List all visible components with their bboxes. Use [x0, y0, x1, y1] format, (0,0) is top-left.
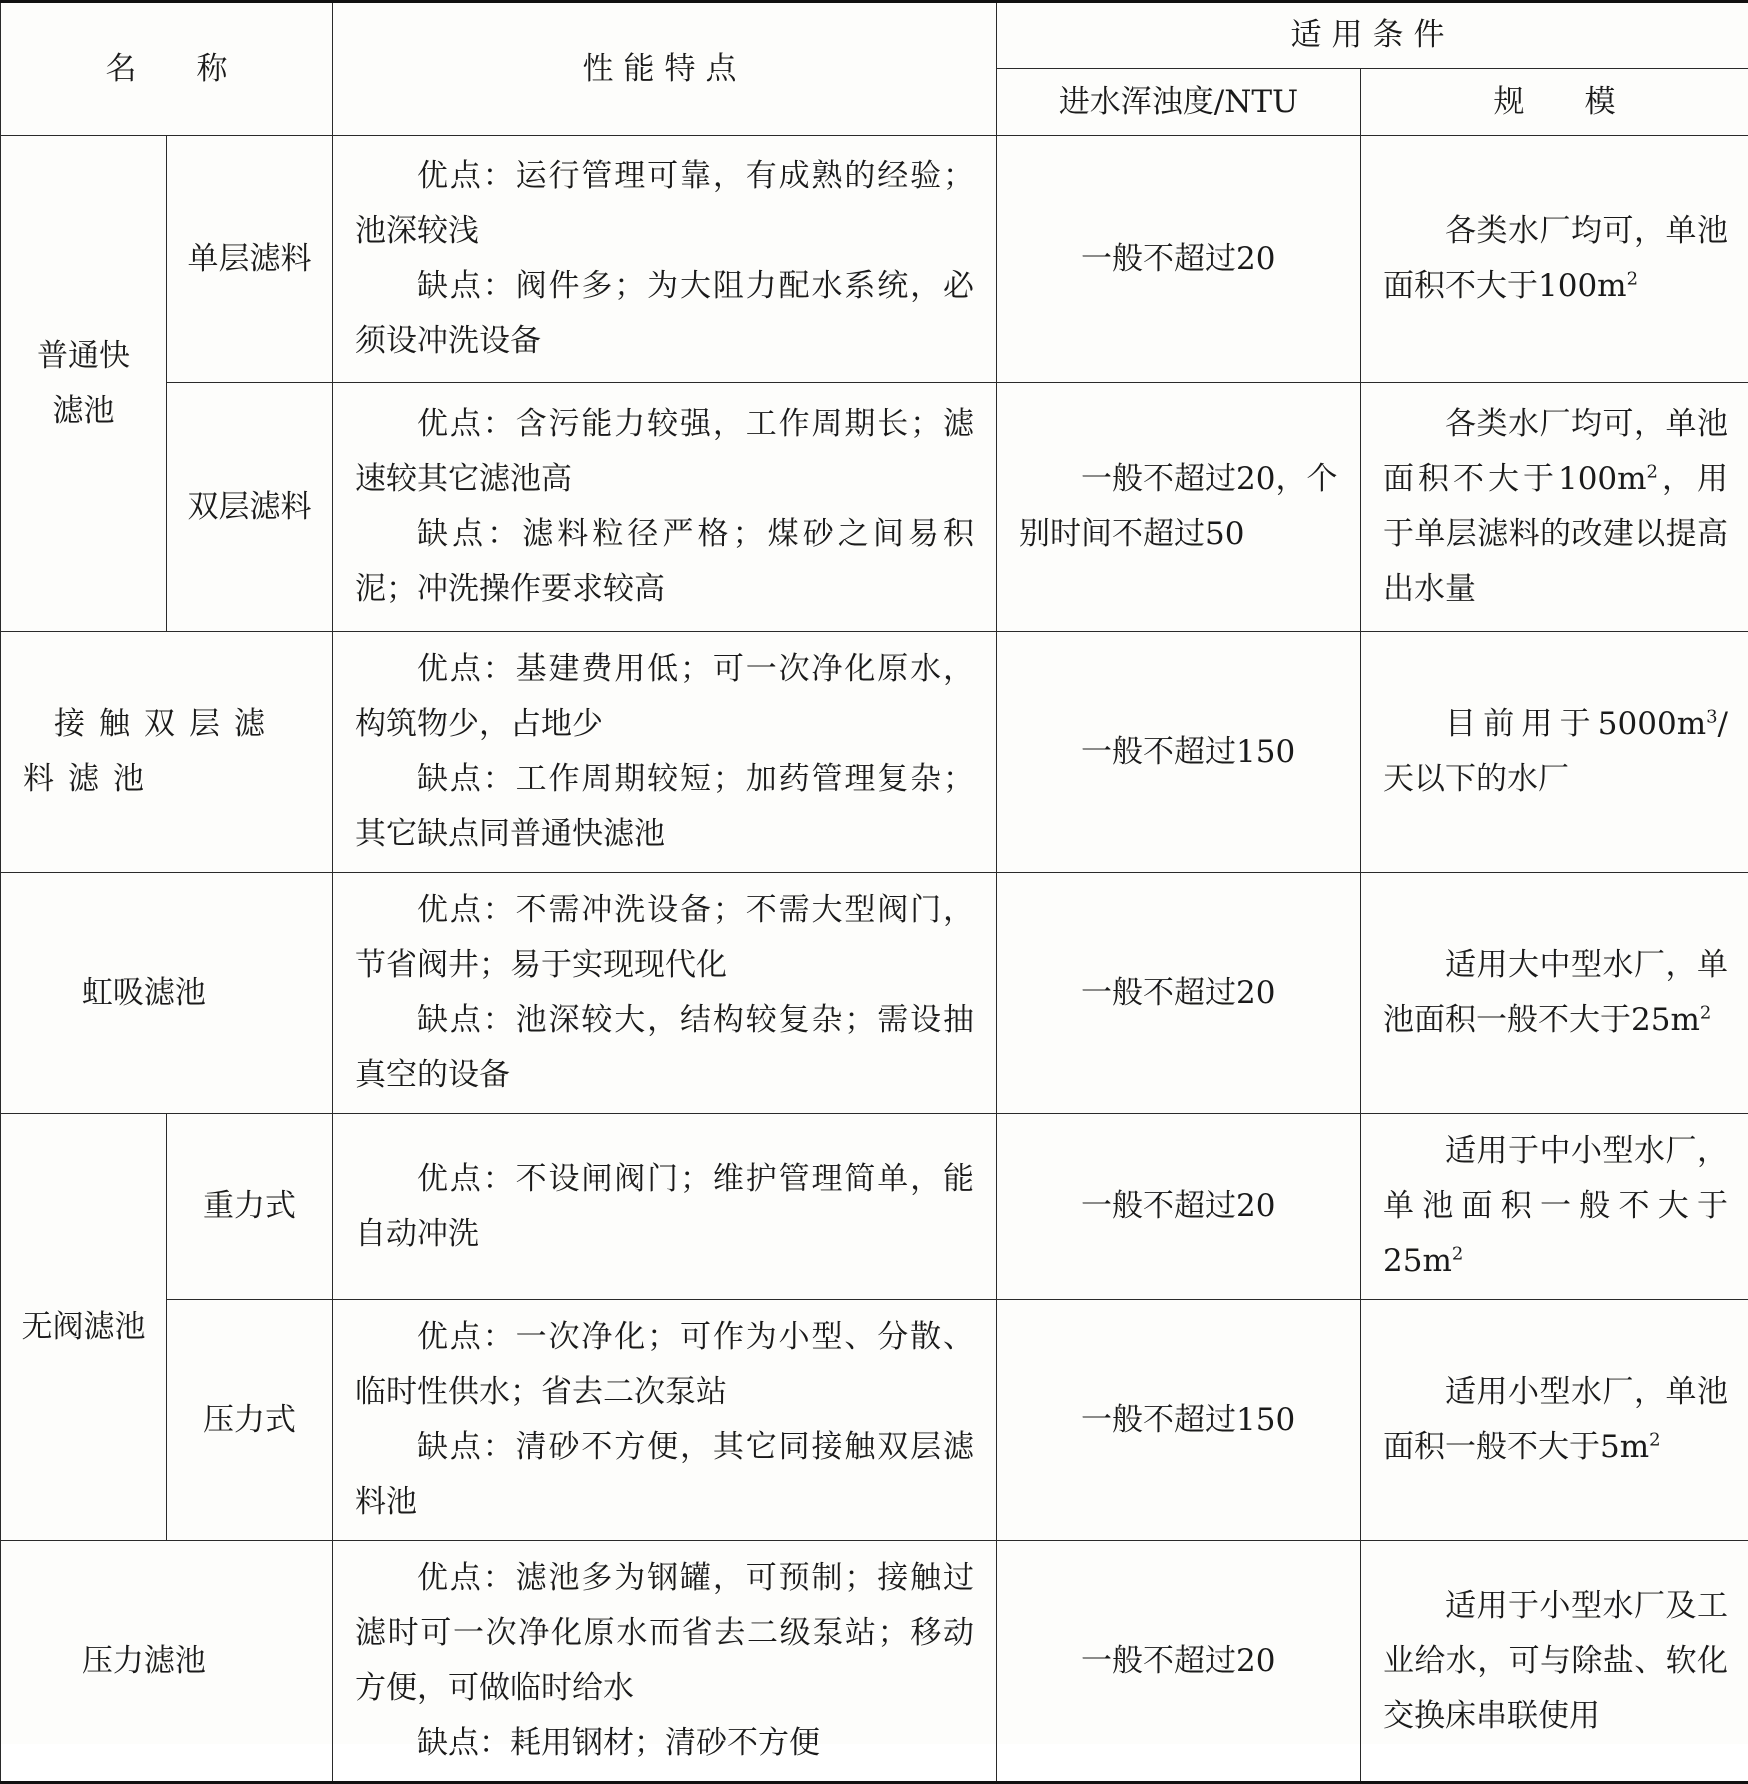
- cons-text: 缺点：阀件多；为大阻力配水系统，必须设冲洗设备: [355, 259, 974, 369]
- table-row: [1, 1541, 1748, 1783]
- header-row-1: [1, 2, 1748, 69]
- cons-text: 缺点：滤料粒径严格；煤砂之间易积泥；冲洗操作要求较高: [355, 507, 974, 617]
- turbidity-cell: 一般不超过150: [997, 632, 1361, 873]
- sub-name-pressure: 压力式: [167, 1300, 333, 1541]
- turbidity-cell: 一般不超过20: [997, 1114, 1361, 1300]
- row-name-pressure-filter: 压力滤池: [1, 1541, 333, 1783]
- pros-text: 优点：含污能力较强，工作周期长；滤速较其它滤池高: [355, 397, 974, 507]
- features-cell: [333, 1541, 997, 1783]
- scale-cell: 各类水厂均可，单池面积不大于$100m^2$: [1361, 136, 1748, 383]
- scale-cell: 各类水厂均可，单池面积不大于$100m^2$，用于单层滤料的改建以提高出水量: [1361, 383, 1748, 632]
- scale-cell: 目前用于$5000m^3/$天以下的水厂: [1361, 632, 1748, 873]
- sub-name-double-layer: 双层滤料: [167, 383, 333, 632]
- sub-name-single-layer: 单层滤料: [167, 136, 333, 383]
- scale-cell: 适用于小型水厂及工业给水，可与除盐、软化交换床串联使用: [1361, 1541, 1748, 1783]
- row-name-rapid-filter: 普通快滤池: [1, 136, 167, 632]
- row-name-valveless-filter: 无阀滤池: [1, 1114, 167, 1541]
- header-conditions: 适用条件: [997, 2, 1748, 69]
- features-cell: [333, 136, 997, 383]
- features-cell: [333, 632, 997, 873]
- cons-text: 缺点：工作周期较短；加药管理复杂；其它缺点同普通快滤池: [355, 752, 974, 862]
- pros-text: 优点：滤池多为钢罐，可预制；接触过滤时可一次净化原水而省去二级泵站；移动方便，可做临时给水: [355, 1551, 974, 1716]
- header-name: 名称: [1, 2, 333, 136]
- pros-text: 优点：运行管理可靠，有成熟的经验；池深较浅: [355, 149, 974, 259]
- turbidity-cell: 一般不超过20: [997, 136, 1361, 383]
- features-cell: [333, 1114, 997, 1300]
- table-row: [1, 383, 1748, 632]
- header-features: 性能特点: [333, 2, 997, 136]
- scale-cell: 适用大中型水厂，单池面积一般不大于$25m^2$: [1361, 873, 1748, 1114]
- table-row: [1, 873, 1748, 1114]
- scale-cell: 适用小型水厂，单池面积一般不大于$5m^2$: [1361, 1300, 1748, 1541]
- table-row: [1, 136, 1748, 383]
- features-cell: [333, 383, 997, 632]
- table-row: [1, 632, 1748, 873]
- features-cell: [333, 873, 997, 1114]
- scale-cell: 适用于中小型水厂，单池面积一般不大于$25m^2$: [1361, 1114, 1748, 1300]
- features-cell: [333, 1300, 997, 1541]
- table-row: [1, 1300, 1748, 1541]
- table-row: [1, 1114, 1748, 1300]
- header-turbidity: 进水浑浊度/NTU: [997, 69, 1361, 136]
- sub-name-gravity: 重力式: [167, 1114, 333, 1300]
- row-name-siphon-filter: 虹吸滤池: [1, 873, 333, 1114]
- turbidity-cell: 一般不超过150: [997, 1300, 1361, 1541]
- turbidity-cell: 一般不超过20，个别时间不超过50: [997, 383, 1361, 632]
- cons-text: 缺点：清砂不方便，其它同接触双层滤料池: [355, 1420, 974, 1530]
- cons-text: 缺点：池深较大，结构较复杂；需设抽真空的设备: [355, 993, 974, 1103]
- row-name-contact-filter: 接触双层滤料滤池: [1, 632, 333, 873]
- turbidity-cell: 一般不超过20: [997, 1541, 1361, 1783]
- turbidity-cell: 一般不超过20: [997, 873, 1361, 1114]
- header-scale: 规模: [1361, 69, 1748, 136]
- pros-text: 优点：不设闸阀门；维护管理简单，能自动冲洗: [355, 1152, 974, 1262]
- pros-text: 优点：不需冲洗设备；不需大型阀门，节省阀井；易于实现现代化: [355, 883, 974, 993]
- pros-text: 优点：基建费用低；可一次净化原水，构筑物少，占地少: [355, 642, 974, 752]
- pros-text: 优点：一次净化；可作为小型、分散、临时性供水；省去二次泵站: [355, 1310, 974, 1420]
- cons-text: 缺点：耗用钢材；清砂不方便: [355, 1716, 974, 1771]
